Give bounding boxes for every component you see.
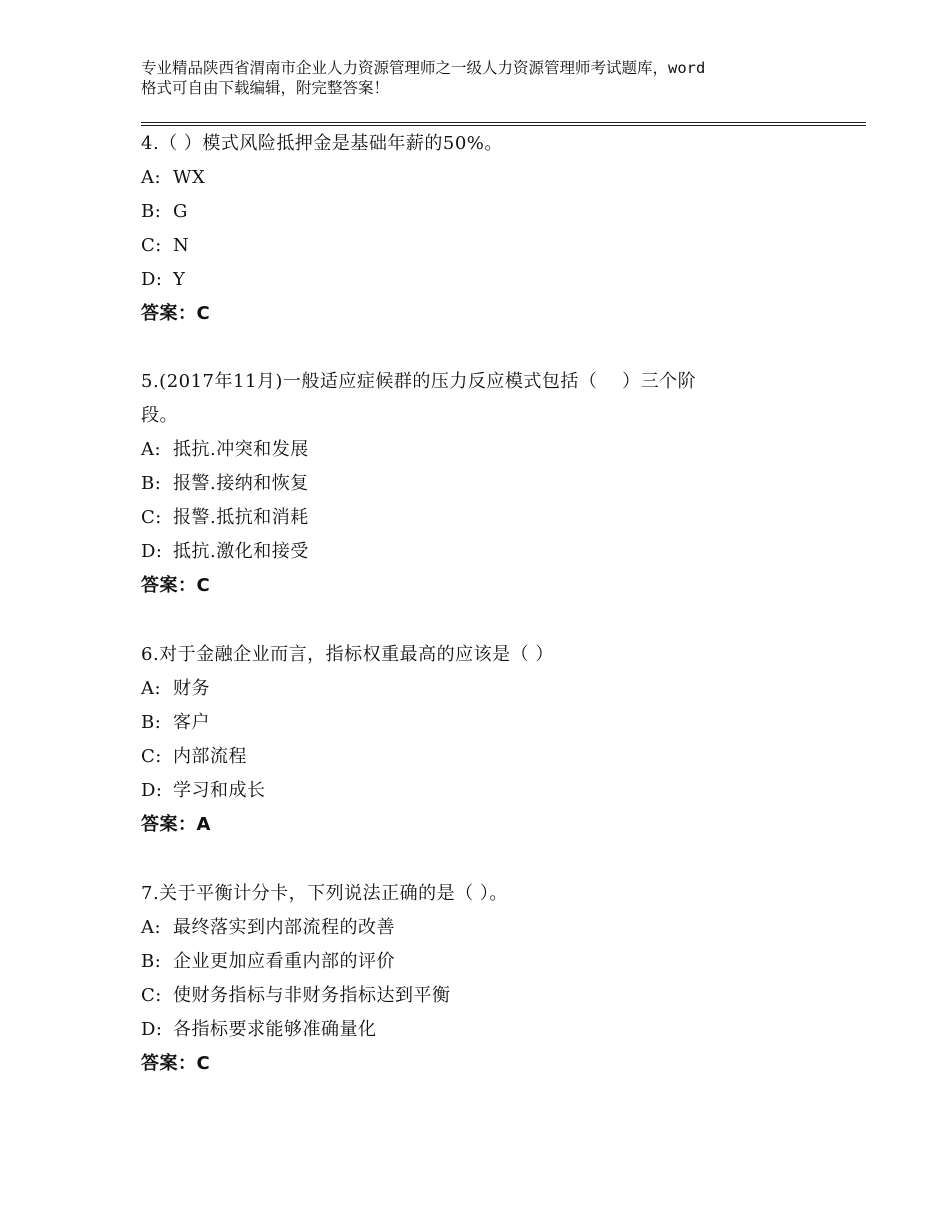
option-text: 抵抗.冲突和发展 bbox=[173, 439, 309, 460]
question-title: 7.关于平衡计分卡，下列说法正确的是（ ）。 bbox=[141, 883, 508, 904]
option-text: 客户 bbox=[173, 712, 210, 733]
header-line-1: 专业精品陕西省渭南市企业人力资源管理师之一级人力资源管理师考试题库，word bbox=[141, 59, 706, 77]
option-text: 企业更加应看重内部的评价 bbox=[173, 951, 395, 972]
option-text: Y bbox=[173, 269, 186, 290]
header-line-2: 格式可自由下载编辑，附完整答案！ bbox=[141, 79, 390, 97]
option-text: G bbox=[173, 201, 188, 222]
option-key: C: bbox=[141, 507, 162, 528]
option-key: C: bbox=[141, 746, 162, 767]
option-key: A: bbox=[141, 678, 162, 699]
option-d bbox=[141, 1013, 801, 1047]
option-b bbox=[141, 706, 801, 740]
answer-label: 答案：C bbox=[141, 575, 211, 596]
option-key: A: bbox=[141, 439, 162, 460]
option-text: 内部流程 bbox=[173, 746, 247, 767]
option-text: WX bbox=[173, 167, 206, 188]
header-divider-top bbox=[141, 122, 866, 123]
question-title: 5.(2017年11月)一般适应症候群的压力反应模式包括（ ）三个阶 bbox=[141, 371, 697, 392]
option-text: N bbox=[173, 235, 190, 256]
question-title: 6.对于金融企业而言，指标权重最高的应该是（ ） bbox=[141, 644, 554, 665]
option-text: 报警.接纳和恢复 bbox=[173, 473, 309, 494]
option-d bbox=[141, 535, 801, 569]
option-c bbox=[141, 740, 801, 774]
option-key: B: bbox=[141, 712, 162, 733]
option-b bbox=[141, 945, 801, 979]
question-title-continued: 段。 bbox=[141, 405, 178, 426]
option-key: D: bbox=[141, 269, 163, 290]
answer-label: 答案：A bbox=[141, 814, 211, 835]
option-a bbox=[141, 433, 801, 467]
header-divider-bottom bbox=[141, 125, 866, 126]
question-7 bbox=[141, 877, 801, 1081]
option-key: D: bbox=[141, 1019, 163, 1040]
question-5 bbox=[141, 365, 801, 603]
option-key: B: bbox=[141, 201, 162, 222]
option-key: D: bbox=[141, 541, 163, 562]
question-6 bbox=[141, 638, 801, 842]
question-4 bbox=[141, 127, 801, 331]
option-c bbox=[141, 979, 801, 1013]
option-a bbox=[141, 161, 801, 195]
option-b bbox=[141, 195, 801, 229]
option-text: 报警.抵抗和消耗 bbox=[173, 507, 309, 528]
option-text: 最终落实到内部流程的改善 bbox=[173, 917, 395, 938]
option-c bbox=[141, 501, 801, 535]
option-key: A: bbox=[141, 917, 162, 938]
option-text: 使财务指标与非财务指标达到平衡 bbox=[173, 985, 451, 1006]
option-a bbox=[141, 911, 801, 945]
document-header bbox=[141, 58, 831, 98]
option-text: 财务 bbox=[173, 678, 210, 699]
option-text: 抵抗.激化和接受 bbox=[173, 541, 309, 562]
option-key: D: bbox=[141, 780, 163, 801]
option-key: B: bbox=[141, 473, 162, 494]
answer-label: 答案：C bbox=[141, 303, 211, 324]
option-d bbox=[141, 263, 801, 297]
option-b bbox=[141, 467, 801, 501]
option-key: B: bbox=[141, 951, 162, 972]
option-text: 各指标要求能够准确量化 bbox=[173, 1019, 377, 1040]
option-a bbox=[141, 672, 801, 706]
answer-label: 答案：C bbox=[141, 1053, 211, 1074]
option-key: C: bbox=[141, 985, 162, 1006]
option-d bbox=[141, 774, 801, 808]
option-key: C: bbox=[141, 235, 162, 256]
option-text: 学习和成长 bbox=[173, 780, 266, 801]
question-title: 4.（ ）模式风险抵押金是基础年薪的50%。 bbox=[141, 133, 503, 154]
option-key: A: bbox=[141, 167, 162, 188]
option-c bbox=[141, 229, 801, 263]
